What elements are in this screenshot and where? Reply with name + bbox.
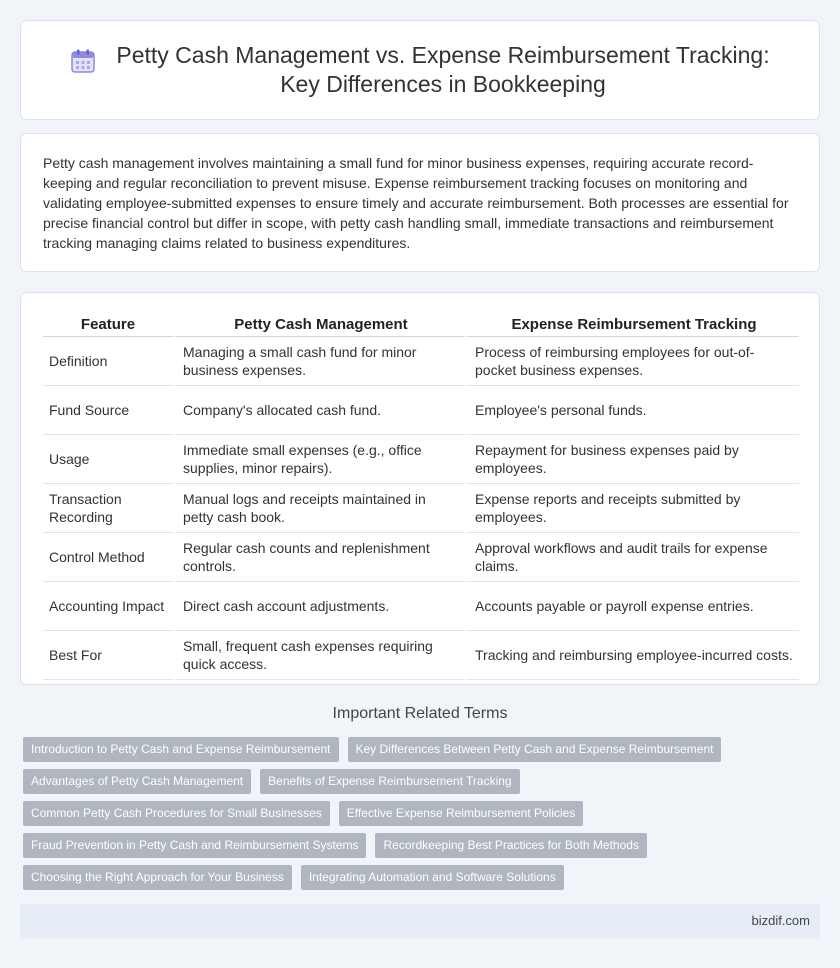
table-row [43, 484, 799, 533]
intro-paragraph: Petty cash management involves maintaining a small fund for minor business expenses, requiring accurate record-keeping and regular reconciliation to prevent misuse. Expense reimbursement tracking focuses on monitoring and validating employee-submitted expenses to ensure timely and accurate reimbursement. Both processes are essential for precise financial control but differ in scope, with petty cash handling small, immediate transactions and reimbursement tracking managing claims related to business expenditures. [43, 155, 789, 251]
table-row [43, 631, 799, 680]
related-term-tag[interactable]: Key Differences Between Petty Cash and Expense Reimbursement [348, 737, 722, 762]
header-feature: Feature [43, 315, 173, 337]
related-term-tag[interactable]: Benefits of Expense Reimbursement Tracking [260, 769, 519, 794]
row-feature: Control Method [43, 533, 173, 582]
comparison-table [43, 315, 799, 680]
related-terms-list [23, 737, 818, 897]
title-line-2: Key Differences in Bookkeeping [280, 71, 606, 97]
page-title [116, 41, 769, 99]
related-term-tag[interactable]: Effective Expense Reimbursement Policies [339, 801, 584, 826]
table-header-row [43, 315, 799, 337]
title-wrap [21, 21, 819, 119]
related-term-tag[interactable]: Choosing the Right Approach for Your Business [23, 865, 292, 890]
row-expense: Process of reimbursing employees for out-of-pocket business expenses. [465, 337, 799, 386]
header-card [20, 20, 820, 120]
row-petty-cash: Regular cash counts and replenishment controls. [173, 533, 465, 582]
related-term-tag[interactable]: Integrating Automation and Software Solutions [301, 865, 564, 890]
row-expense: Tracking and reimbursing employee-incurred costs. [465, 631, 799, 680]
related-term-tag[interactable]: Introduction to Petty Cash and Expense Reimbursement [23, 737, 339, 762]
table-row [43, 337, 799, 386]
footer-bar [20, 904, 820, 938]
row-petty-cash: Small, frequent cash expenses requiring quick access. [173, 631, 465, 680]
row-feature: Accounting Impact [43, 582, 173, 631]
header-expense-reimbursement: Expense Reimbursement Tracking [465, 315, 799, 337]
title-line-1: Petty Cash Management vs. Expense Reimbursement Tracking: [116, 42, 770, 68]
row-petty-cash: Manual logs and receipts maintained in petty cash book. [173, 484, 465, 533]
comparison-table-card [20, 292, 820, 685]
table-row [43, 533, 799, 582]
row-feature: Fund Source [43, 386, 173, 435]
intro-card [20, 133, 820, 272]
row-feature: Definition [43, 337, 173, 386]
row-petty-cash: Direct cash account adjustments. [173, 582, 465, 631]
row-petty-cash: Managing a small cash fund for minor business expenses. [173, 337, 465, 386]
table-row [43, 435, 799, 484]
row-petty-cash: Company's allocated cash fund. [173, 386, 465, 435]
related-terms-heading: Important Related Terms [332, 705, 508, 722]
row-expense: Employee's personal funds. [465, 386, 799, 435]
related-term-tag[interactable]: Fraud Prevention in Petty Cash and Reimbursement Systems [23, 833, 366, 858]
related-term-tag[interactable]: Advantages of Petty Cash Management [23, 769, 251, 794]
row-expense: Approval workflows and audit trails for expense claims. [465, 533, 799, 582]
calendar-icon [70, 61, 116, 79]
row-petty-cash: Immediate small expenses (e.g., office supplies, minor repairs). [173, 435, 465, 484]
footer-site-link[interactable]: bizdif.com [751, 913, 810, 928]
row-feature: Usage [43, 435, 173, 484]
table-row [43, 386, 799, 435]
table-row [43, 582, 799, 631]
header-petty-cash: Petty Cash Management [173, 315, 465, 337]
related-term-tag[interactable]: Recordkeeping Best Practices for Both Methods [375, 833, 646, 858]
related-term-tag[interactable]: Common Petty Cash Procedures for Small Businesses [23, 801, 330, 826]
row-feature: Transaction Recording [43, 484, 173, 533]
row-expense: Accounts payable or payroll expense entries. [465, 582, 799, 631]
row-feature: Best For [43, 631, 173, 680]
row-expense: Expense reports and receipts submitted by employees. [465, 484, 799, 533]
row-expense: Repayment for business expenses paid by employees. [465, 435, 799, 484]
